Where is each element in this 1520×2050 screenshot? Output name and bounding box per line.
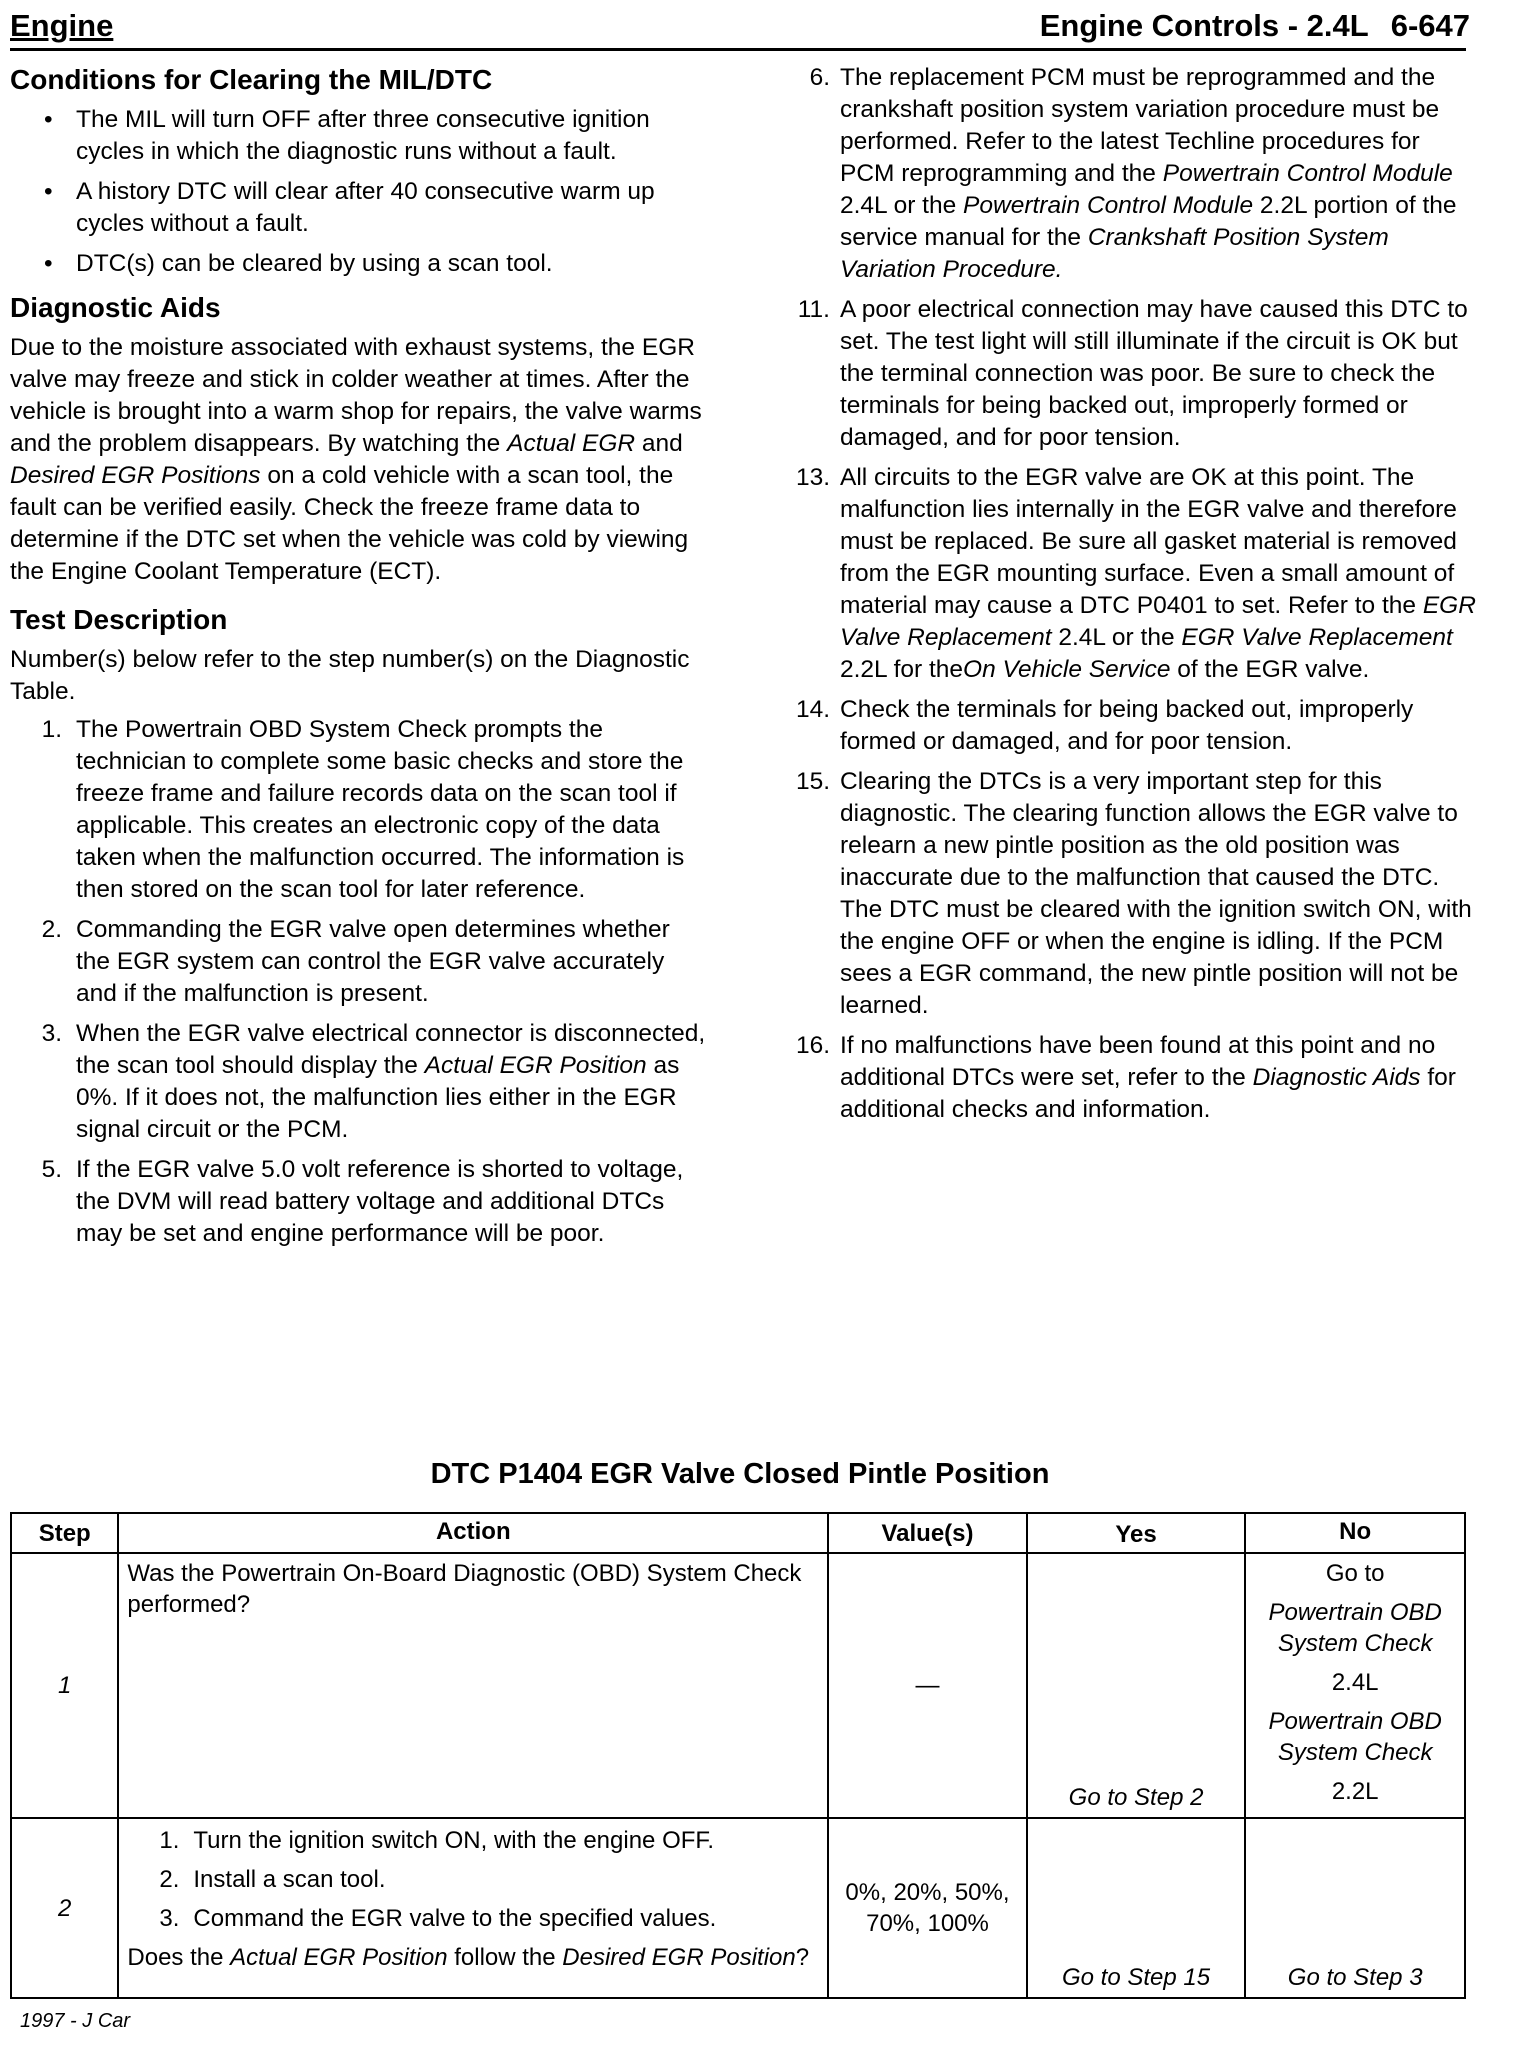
page-number: 6-647	[1390, 8, 1470, 43]
aids-emphasis: Actual EGR	[507, 430, 636, 457]
question-emphasis: Actual EGR Position	[230, 1944, 448, 1971]
step-text: as 0%. If it does not, the malfunction lies either in the EGR signal circuit or the PCM.	[76, 1052, 680, 1143]
step-number: 13.	[795, 464, 830, 491]
question-emphasis: Desired EGR Position	[562, 1944, 796, 1971]
step-emphasis: Crankshaft Position System Variation Procedure.	[840, 224, 1389, 283]
list-item	[10, 1154, 710, 1250]
list-item	[10, 1018, 710, 1146]
step-text: If the EGR valve 5.0 volt reference is shorted to voltage, the DVM will read battery voltage and additional DTCs may be set and engine performance will be poor.	[76, 1156, 684, 1247]
aids-paragraph	[10, 332, 710, 588]
list-item: • DTC(s) can be cleared by using a scan tool.	[10, 248, 710, 280]
aids-text: and	[635, 430, 683, 457]
left-column	[10, 62, 710, 1258]
step-text: Check the terminals for being backed out, improperly formed or damaged, and for poor tension.	[840, 696, 1414, 755]
step-number: 14.	[795, 696, 830, 723]
test-steps-continued	[778, 62, 1478, 1126]
step-number: 2.	[41, 916, 62, 943]
table-row	[11, 1818, 1465, 1998]
action-question	[127, 1942, 819, 1973]
step-text: Install a scan tool.	[193, 1866, 386, 1893]
cell-yes: Go to Step 2	[1027, 1553, 1246, 1818]
list-item	[778, 294, 1478, 454]
step-number: 1.	[41, 716, 62, 743]
step-text: 2.4L or the	[840, 192, 964, 219]
step-text: The replacement PCM must be reprogrammed and the crankshaft position system variation procedure must be performed. Refer to the latest Techline procedures for PCM reprogramming and the	[840, 64, 1440, 187]
table-row	[11, 1553, 1465, 1818]
list-item	[778, 462, 1478, 686]
page-header	[10, 4, 1470, 50]
step-emphasis: On Vehicle Service	[963, 656, 1171, 683]
step-text: When the EGR valve electrical connector is disconnected, the scan tool should display the	[76, 1020, 706, 1079]
list-item	[778, 1030, 1478, 1126]
no-engine-2: 2.2L	[1331, 1778, 1379, 1805]
step-number: 1.	[159, 1827, 180, 1854]
clearing-heading: Conditions for Clearing the MIL/DTC	[10, 64, 493, 95]
question-text: ?	[795, 1944, 810, 1971]
step-emphasis: EGR Valve Replacement	[840, 592, 1476, 651]
cell-no: Go to Step 3	[1245, 1818, 1465, 1998]
col-header-action: Action	[118, 1513, 828, 1553]
no-ref-2: Powertrain OBD System Check	[1268, 1708, 1442, 1766]
list-item	[10, 914, 710, 1010]
step-emphasis: EGR Valve Replacement	[1181, 624, 1453, 651]
step-number: 5.	[41, 1156, 62, 1183]
step-text: for additional checks and information.	[840, 1064, 1456, 1123]
step-text: If no malfunctions have been found at this point and no additional DTCs were set, refer to the	[840, 1032, 1436, 1091]
cell-action	[118, 1818, 828, 1998]
step-number: 16.	[795, 1032, 830, 1059]
question-text: follow the	[447, 1944, 563, 1971]
step-text: 2.4L or the	[1051, 624, 1182, 651]
step-text: 2.2L portion of the service manual for the	[840, 192, 1457, 251]
question-text: Does the	[127, 1944, 231, 1971]
step-number: 6.	[809, 64, 830, 91]
col-header-no: No	[1245, 1513, 1465, 1553]
list-item	[127, 1864, 819, 1895]
step-emphasis: Powertrain Control Module	[1162, 160, 1453, 187]
section-name: Engine	[10, 8, 114, 43]
col-header-yes: Yes	[1027, 1513, 1246, 1553]
test-heading: Test Description	[10, 604, 228, 635]
step-text: All circuits to the EGR valve are OK at this point. The malfunction lies internally in the EGR valve and therefore must be replaced. Be sure all gasket material is removed from the EGR mounting surface. Even a small amount of material may cause a DTC P0401 to set. Refer to the	[840, 464, 1457, 619]
cell-values: —	[828, 1553, 1027, 1818]
step-text: The Powertrain OBD System Check prompts the technician to complete some basic checks and store the freeze frame and failure records data on the scan tool if applicable. This creates an electronic copy of the data taken when the malfunction occurred. The information is then stored on the scan tool for later reference.	[76, 716, 685, 903]
cell-action: Was the Powertrain On-Board Diagnostic (OBD) System Check performed?	[118, 1553, 828, 1818]
cell-step: 2	[11, 1818, 118, 1998]
step-number: 3.	[159, 1905, 180, 1932]
table-header-row	[11, 1513, 1465, 1553]
list-item	[778, 62, 1478, 286]
test-steps	[10, 714, 710, 1250]
aids-text: Due to the moisture associated with exhaust systems, the EGR valve may freeze and stick in colder weather at times. After the vehicle is brought into a warm shop for repairs, the valve warms and the problem disappears. By watching the	[10, 334, 702, 457]
list-item	[127, 1903, 819, 1934]
step-text: Turn the ignition switch ON, with the engine OFF.	[193, 1827, 715, 1854]
cell-yes: Go to Step 15	[1027, 1818, 1246, 1998]
list-item	[10, 714, 710, 906]
table-title: DTC P1404 EGR Valve Closed Pintle Position	[430, 1458, 1050, 1490]
diagnostic-table	[10, 1512, 1466, 1999]
aids-heading: Diagnostic Aids	[10, 292, 221, 323]
list-item	[127, 1825, 819, 1856]
step-emphasis: Diagnostic Aids	[1252, 1064, 1421, 1091]
aids-emphasis: Desired EGR Positions	[10, 462, 261, 489]
cell-no	[1245, 1553, 1465, 1818]
step-text: Command the EGR valve to the specified values.	[193, 1905, 717, 1932]
header-rule	[10, 48, 1466, 51]
step-emphasis: Actual EGR Position	[424, 1052, 647, 1079]
no-engine-1: 2.4L	[1331, 1669, 1379, 1696]
action-steps	[127, 1825, 819, 1934]
page-footer: 1997 - J Car	[20, 2010, 131, 2032]
no-ref-1: Powertrain OBD System Check	[1268, 1599, 1442, 1657]
list-item: • The MIL will turn OFF after three consecutive ignition cycles in which the diagnostic runs without a fault.	[10, 104, 710, 168]
step-text: Clearing the DTCs is a very important step for this diagnostic. The clearing function allows the EGR valve to relearn a new pintle position as the old position was inaccurate due to the malfunction that caused the DTC. The DTC must be cleared with the ignition switch ON, with the engine OFF or when the engine is idling. If the PCM sees a EGR command, the new pintle position will not be learned.	[840, 768, 1472, 1019]
clearing-list	[10, 104, 710, 280]
header-title: Engine Controls - 2.4L	[1039, 8, 1369, 43]
list-item	[778, 694, 1478, 758]
list-item: • A history DTC will clear after 40 consecutive warm up cycles without a fault.	[10, 176, 710, 240]
step-text: Commanding the EGR valve open determines whether the EGR system can control the EGR valve accurately and if the malfunction is present.	[76, 916, 670, 1007]
step-emphasis: Powertrain Control Module	[963, 192, 1254, 219]
col-header-step: Step	[11, 1513, 118, 1553]
step-text: 2.2L for the	[840, 656, 964, 683]
step-number: 3.	[41, 1020, 62, 1047]
page-title	[1040, 8, 1470, 44]
no-goto: Go to	[1325, 1560, 1385, 1587]
list-item	[778, 766, 1478, 1022]
step-text: A poor electrical connection may have caused this DTC to set. The test light will still illuminate if the circuit is OK but the terminal connection was poor. Be sure to check the terminals for being backed out, improperly formed or damaged, and for poor tension.	[840, 296, 1468, 451]
step-number: 15.	[795, 768, 830, 795]
cell-step: 1	[11, 1553, 118, 1818]
step-number: 11.	[797, 296, 830, 323]
col-header-values: Value(s)	[828, 1513, 1027, 1553]
step-number: 2.	[159, 1866, 180, 1893]
right-column	[778, 62, 1478, 1134]
aids-text: on a cold vehicle with a scan tool, the fault can be verified easily. Check the freeze frame data to determine if the DTC set when the vehicle was cold by viewing the Engine Coolant Temperature (ECT).	[10, 462, 689, 585]
cell-values: 0%, 20%, 50%, 70%, 100%	[828, 1818, 1027, 1998]
test-intro: Number(s) below refer to the step number(s) on the Diagnostic Table.	[10, 646, 690, 705]
step-text: of the EGR valve.	[1170, 656, 1370, 683]
